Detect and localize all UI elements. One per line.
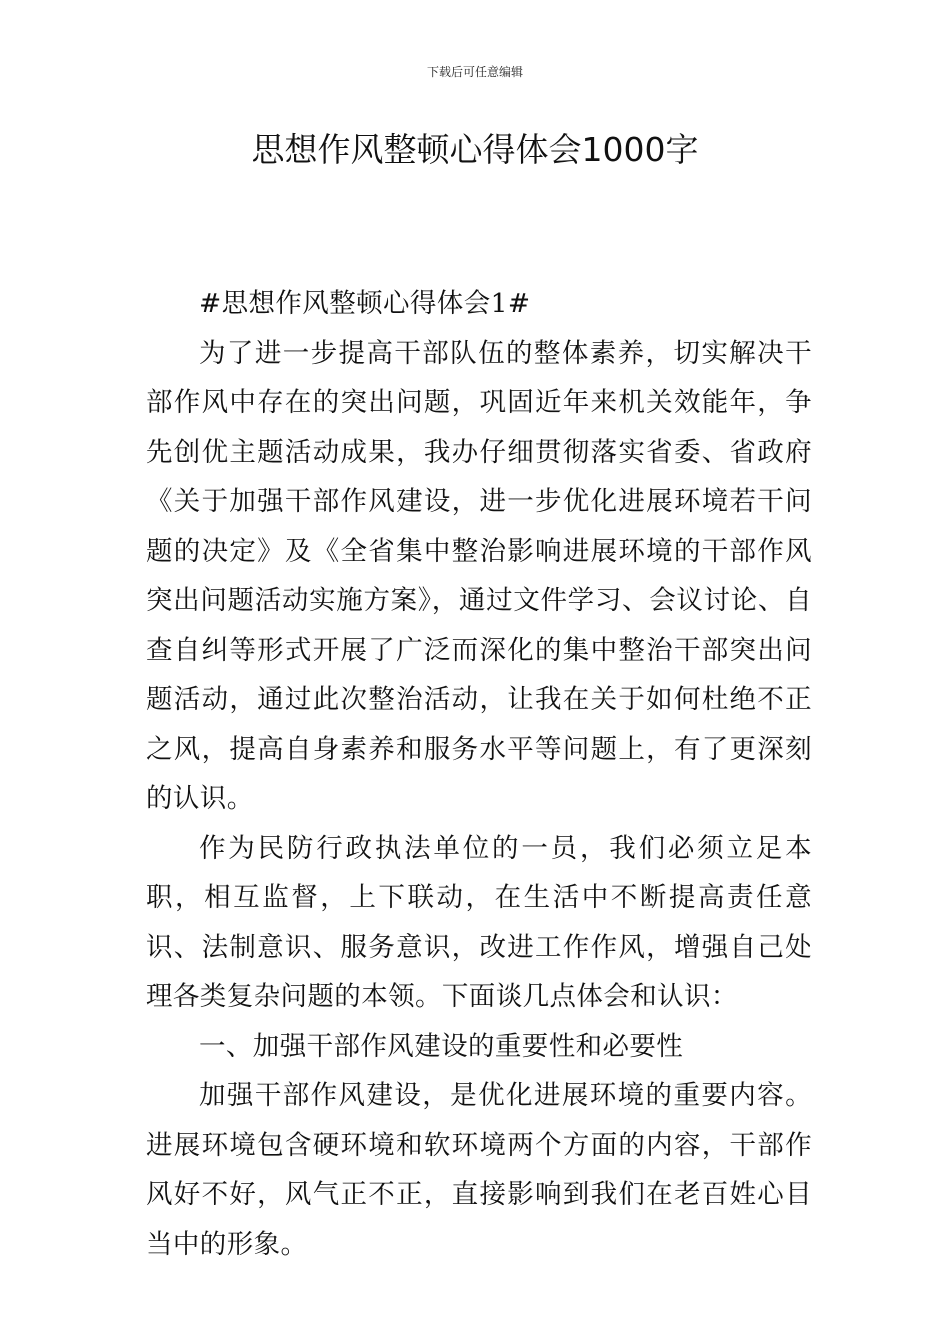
paragraph: 加强干部作风建设，是优化进展环境的重要内容。进展环境包含硬环境和软环境两个方面的内容，干部作风好不好，风气正不正，直接影响到我们在老百姓心目当中的形象。 (146, 1080, 812, 1260)
document-body (146, 279, 812, 1269)
section-heading: #思想作风整顿心得体会1# (199, 288, 531, 319)
paragraph: 为了进一步提高干部队伍的整体素养，切实解决干部作风中存在的突出问题，巩固近年来机关效能年，争先创优主题活动成果，我办仔细贯彻落实省委、省政府《关于加强干部作风建设，进一步优化进展环境若干问题的决定》及《全省集中整治影响进展环境的干部作风突出问题活动实施方案》，通过文件学习、会议讨论、自查自纠等形式开展了广泛而深化的集中整治干部突出问题活动，通过此次整治活动，让我在关于如何杜绝不正之风，提高自身素养和服务水平等问题上，有了更深刻的认识。 (146, 337, 812, 814)
subheading: 一、加强干部作风建设的重要性和必要性 (199, 1030, 684, 1062)
header-note: 下载后可任意编辑 (426, 65, 523, 79)
document-title: 思想作风整顿心得体会1000字 (251, 130, 699, 169)
paragraph: 作为民防行政执法单位的一员，我们必须立足本职，相互监督，上下联动，在生活中不断提高责任意识、法制意识、服务意识，改进工作作风，增强自己处理各类复杂问题的本领。下面谈几点体会和认识： (146, 832, 812, 1012)
